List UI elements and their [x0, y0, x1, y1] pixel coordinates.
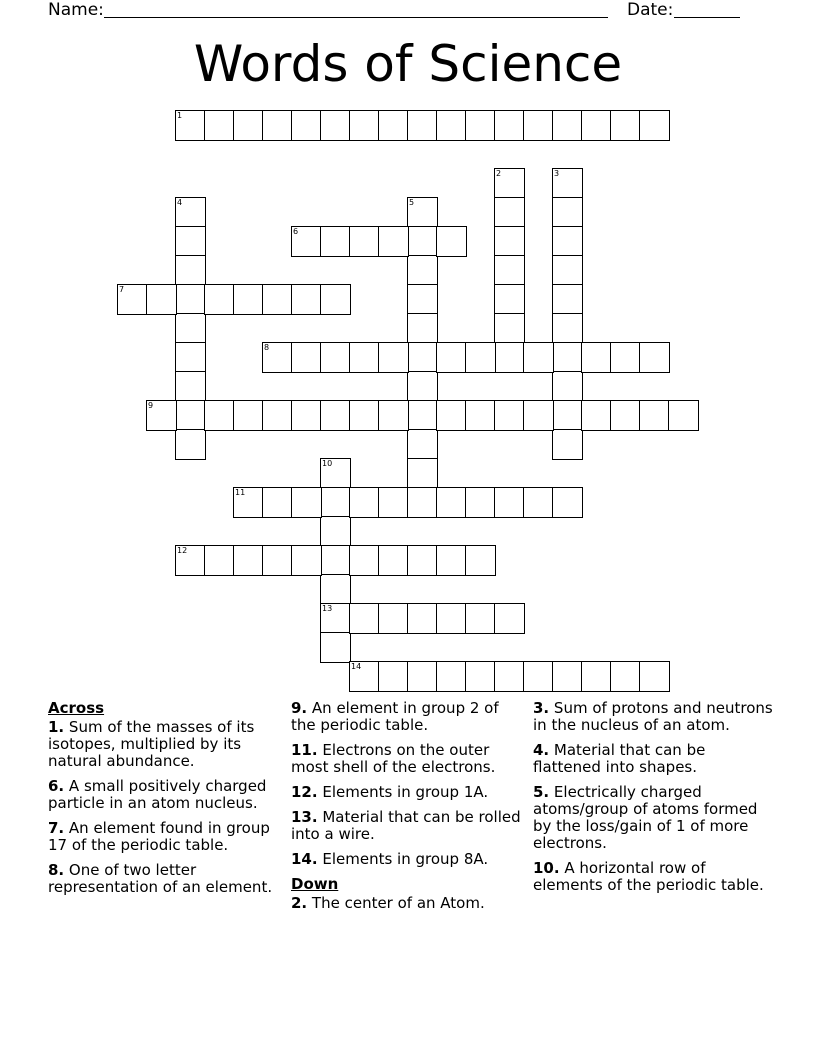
- crossword-cell[interactable]: [494, 284, 525, 315]
- crossword-cell[interactable]: [204, 110, 235, 141]
- crossword-cell[interactable]: [175, 110, 206, 141]
- crossword-cell[interactable]: [233, 545, 264, 576]
- crossword-cell[interactable]: [610, 110, 641, 141]
- crossword-cell[interactable]: [552, 110, 583, 141]
- crossword-cell[interactable]: [175, 284, 206, 315]
- crossword-cell[interactable]: [407, 284, 438, 315]
- crossword-cell[interactable]: [494, 110, 525, 141]
- across-heading: Across: [48, 699, 105, 717]
- clue-across-13: 13. Material that can be rolled into a wire.: [291, 808, 521, 843]
- cell-number: 11: [235, 488, 246, 497]
- crossword-cell[interactable]: [233, 284, 264, 315]
- crossword-cell[interactable]: [407, 400, 438, 431]
- crossword-cell[interactable]: [552, 255, 583, 286]
- crossword-cell[interactable]: [610, 661, 641, 692]
- crossword-cell[interactable]: [349, 545, 380, 576]
- cell-number: 5: [409, 198, 415, 207]
- name-label: Name:: [48, 0, 104, 20]
- crossword-cell[interactable]: [436, 342, 467, 373]
- crossword-cell[interactable]: [465, 661, 496, 692]
- crossword-cell[interactable]: [291, 226, 322, 257]
- crossword-cell[interactable]: [494, 487, 525, 518]
- crossword-cell[interactable]: [378, 342, 409, 373]
- crossword-cell[interactable]: [175, 545, 206, 576]
- crossword-cell[interactable]: [233, 110, 264, 141]
- crossword-cell[interactable]: [378, 400, 409, 431]
- crossword-cell[interactable]: [436, 545, 467, 576]
- crossword-cell[interactable]: [523, 110, 554, 141]
- crossword-cell[interactable]: [523, 342, 554, 373]
- crossword-cell[interactable]: [407, 342, 438, 373]
- crossword-cell[interactable]: [552, 371, 583, 402]
- crossword-cell[interactable]: [407, 313, 438, 344]
- crossword-cell[interactable]: [523, 487, 554, 518]
- cell-number: 8: [264, 343, 270, 352]
- crossword-cell[interactable]: [349, 603, 380, 634]
- crossword-cell[interactable]: [465, 110, 496, 141]
- crossword-cell[interactable]: [407, 487, 438, 518]
- crossword-cell[interactable]: [320, 226, 351, 257]
- crossword-cell[interactable]: [407, 371, 438, 402]
- crossword-cell[interactable]: [320, 603, 351, 634]
- crossword-cell[interactable]: [349, 400, 380, 431]
- crossword-cell[interactable]: [552, 429, 583, 460]
- clue-across-8: 8. One of two letter representation of an element.: [48, 861, 273, 896]
- crossword-cell[interactable]: [552, 168, 583, 199]
- cell-number: 10: [322, 459, 333, 468]
- crossword-cell[interactable]: [552, 400, 583, 431]
- cell-number: 2: [496, 169, 502, 178]
- crossword-cell[interactable]: [494, 313, 525, 344]
- crossword-cell[interactable]: [146, 284, 177, 315]
- clue-across-9: 9. An element in group 2 of the periodic table.: [291, 699, 499, 734]
- crossword-cell[interactable]: [436, 603, 467, 634]
- crossword-cell[interactable]: [552, 661, 583, 692]
- crossword-cell[interactable]: [494, 255, 525, 286]
- crossword-cell[interactable]: [581, 342, 612, 373]
- crossword-cell[interactable]: [320, 574, 351, 605]
- crossword-cell[interactable]: [204, 400, 235, 431]
- crossword-cell[interactable]: [494, 197, 525, 228]
- crossword-cell[interactable]: [465, 342, 496, 373]
- clue-down-4: 4. Material that can be flattened into shapes.: [533, 741, 706, 776]
- cell-number: 6: [293, 227, 299, 236]
- clues-column-2: [291, 700, 525, 920]
- clue-across-14: 14. Elements in group 8A.: [291, 850, 489, 868]
- crossword-cell[interactable]: [175, 255, 206, 286]
- clue-down-5: 5. Electrically charged atoms/group of atoms formed by the loss/gain of 1 of more electrons.: [533, 783, 758, 852]
- crossword-cell[interactable]: [552, 313, 583, 344]
- crossword-cell[interactable]: [581, 110, 612, 141]
- crossword-cell[interactable]: [291, 545, 322, 576]
- crossword-cell[interactable]: [262, 110, 293, 141]
- cell-number: 7: [119, 285, 125, 294]
- crossword-cell[interactable]: [204, 284, 235, 315]
- crossword-cell[interactable]: [407, 429, 438, 460]
- cell-number: 14: [351, 662, 362, 671]
- crossword-cell[interactable]: [378, 545, 409, 576]
- crossword-cell[interactable]: [320, 516, 351, 547]
- crossword-cell[interactable]: [436, 110, 467, 141]
- crossword-cell[interactable]: [262, 487, 293, 518]
- crossword-cell[interactable]: [465, 545, 496, 576]
- crossword-cell[interactable]: [378, 110, 409, 141]
- crossword-cell[interactable]: [117, 284, 148, 315]
- crossword-cell[interactable]: [436, 487, 467, 518]
- crossword-cell[interactable]: [349, 110, 380, 141]
- crossword-cell[interactable]: [320, 400, 351, 431]
- crossword-cell[interactable]: [436, 226, 467, 257]
- crossword-cell[interactable]: [320, 342, 351, 373]
- clues-column-1: [48, 700, 280, 904]
- crossword-cell[interactable]: [320, 632, 351, 663]
- clue-across-7: 7. An element found in group 17 of the periodic table.: [48, 819, 270, 854]
- clue-down-10: 10. A horizontal row of elements of the periodic table.: [533, 859, 764, 894]
- crossword-cell[interactable]: [494, 168, 525, 199]
- crossword-cell[interactable]: [378, 661, 409, 692]
- page-title: Words of Science: [193, 35, 623, 93]
- crossword-cell[interactable]: [291, 487, 322, 518]
- crossword-cell[interactable]: [494, 603, 525, 634]
- crossword-cell[interactable]: [494, 661, 525, 692]
- crossword-cell[interactable]: [552, 487, 583, 518]
- crossword-cell[interactable]: [494, 226, 525, 257]
- crossword-cell[interactable]: [320, 110, 351, 141]
- crossword-cell[interactable]: [494, 400, 525, 431]
- crossword-cell[interactable]: [378, 603, 409, 634]
- cell-number: 13: [322, 604, 333, 613]
- crossword-cell[interactable]: [639, 110, 670, 141]
- crossword-cell[interactable]: [407, 110, 438, 141]
- crossword-cell[interactable]: [291, 284, 322, 315]
- crossword-cell[interactable]: [552, 284, 583, 315]
- crossword-cell[interactable]: [668, 400, 699, 431]
- crossword-cell[interactable]: [436, 661, 467, 692]
- clue-across-6: 6. A small positively charged particle in an atom nucleus.: [48, 777, 267, 812]
- crossword-cell[interactable]: [175, 313, 206, 344]
- crossword-cell[interactable]: [465, 487, 496, 518]
- clue-down-3: 3. Sum of protons and neutrons in the nucleus of an atom.: [533, 699, 773, 734]
- crossword-cell[interactable]: [581, 400, 612, 431]
- crossword-cell[interactable]: [610, 400, 641, 431]
- clue-across-11: 11. Electrons on the outer most shell of the electrons.: [291, 741, 496, 776]
- crossword-cell[interactable]: [349, 342, 380, 373]
- crossword-cell[interactable]: [349, 661, 380, 692]
- cell-number: 3: [554, 169, 560, 178]
- crossword-cell[interactable]: [639, 342, 670, 373]
- crossword-cell[interactable]: [552, 342, 583, 373]
- crossword-cell[interactable]: [320, 284, 351, 315]
- crossword-cell[interactable]: [291, 400, 322, 431]
- crossword-cell[interactable]: [552, 226, 583, 257]
- crossword-cell[interactable]: [581, 661, 612, 692]
- cell-number: 9: [148, 401, 154, 410]
- crossword-cell[interactable]: [175, 429, 206, 460]
- crossword-cell[interactable]: [465, 603, 496, 634]
- crossword-cell[interactable]: [639, 400, 670, 431]
- crossword-cell[interactable]: [262, 400, 293, 431]
- crossword-cell[interactable]: [407, 458, 438, 489]
- crossword-cell[interactable]: [407, 197, 438, 228]
- crossword-cell[interactable]: [639, 661, 670, 692]
- crossword-cell[interactable]: [523, 400, 554, 431]
- cell-number: 12: [177, 546, 188, 555]
- cell-number: 1: [177, 111, 183, 120]
- clues-column-3: [533, 700, 773, 902]
- crossword-cell[interactable]: [204, 545, 235, 576]
- crossword-cell[interactable]: [262, 545, 293, 576]
- clue-across-1: 1. Sum of the masses of its isotopes, multiplied by its natural abundance.: [48, 718, 255, 770]
- crossword-cell[interactable]: [320, 487, 351, 518]
- crossword-cell[interactable]: [291, 342, 322, 373]
- crossword-cell[interactable]: [407, 545, 438, 576]
- crossword-cell[interactable]: [494, 342, 525, 373]
- cell-number: 4: [177, 198, 183, 207]
- crossword-cell[interactable]: [175, 197, 206, 228]
- crossword-cell[interactable]: [175, 226, 206, 257]
- clue-down-2: 2. The center of an Atom.: [291, 894, 485, 912]
- crossword-cell[interactable]: [610, 342, 641, 373]
- crossword-cell[interactable]: [146, 400, 177, 431]
- crossword-cell[interactable]: [407, 661, 438, 692]
- crossword-cell[interactable]: [407, 603, 438, 634]
- crossword-cell[interactable]: [320, 545, 351, 576]
- date-label: Date:: [627, 0, 674, 20]
- crossword-cell[interactable]: [378, 226, 409, 257]
- crossword-cell[interactable]: [523, 661, 554, 692]
- crossword-cell[interactable]: [262, 284, 293, 315]
- clue-across-12: 12. Elements in group 1A.: [291, 783, 489, 801]
- crossword-cell[interactable]: [465, 400, 496, 431]
- crossword-cell[interactable]: [552, 197, 583, 228]
- crossword-cell[interactable]: [233, 400, 264, 431]
- crossword-cell[interactable]: [175, 400, 206, 431]
- crossword-cell[interactable]: [407, 255, 438, 286]
- crossword-cell[interactable]: [262, 342, 293, 373]
- crossword-cell[interactable]: [407, 226, 438, 257]
- crossword-cell[interactable]: [436, 400, 467, 431]
- down-heading: Down: [291, 875, 339, 893]
- crossword-cell[interactable]: [349, 487, 380, 518]
- crossword-cell[interactable]: [291, 110, 322, 141]
- crossword-cell[interactable]: [175, 342, 206, 373]
- crossword-cell[interactable]: [175, 371, 206, 402]
- crossword-cell[interactable]: [320, 458, 351, 489]
- crossword-cell[interactable]: [233, 487, 264, 518]
- crossword-cell[interactable]: [378, 487, 409, 518]
- crossword-cell[interactable]: [349, 226, 380, 257]
